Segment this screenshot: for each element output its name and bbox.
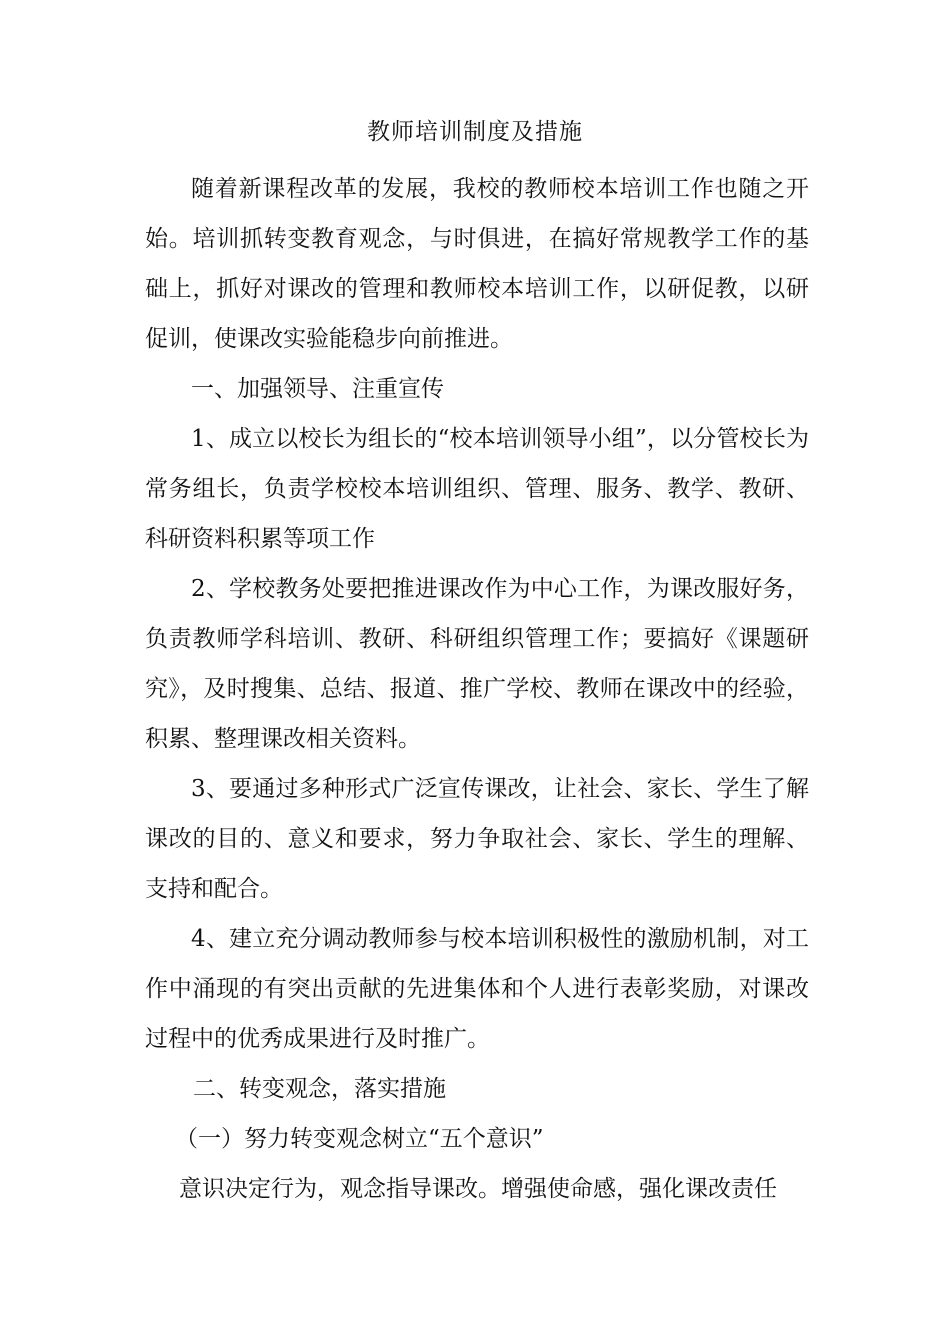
list-item-2: 2、学校教务处要把推进课改作为中心工作，为课改服好务，负责教师学科培训、教研、科研组织管理工作；要搞好《课题研究》，及时搜集、总结、报道、推广学校、教师在课改中的经验，积累、整理课改相关资料。 bbox=[145, 576, 809, 752]
section-heading-2: 二、转变观念，落实措施 bbox=[193, 1076, 446, 1102]
list-item-3: 3、要通过多种形式广泛宣传课改，让社会、家长、学生了解课改的目的、意义和要求，努力争取社会、家长、学生的理解、支持和配合。 bbox=[145, 776, 809, 902]
list-item-1: 1、成立以校长为组长的“校本培训领导小组”，以分管校长为常务组长，负责学校校本培训组织、管理、服务、教学、教研、科研资料积累等项工作 bbox=[145, 426, 809, 552]
paragraph-tail: 意识决定行为，观念指导课改。增强使命感，强化课改责任 bbox=[179, 1176, 777, 1202]
document-title: 教师培训制度及措施 bbox=[367, 119, 583, 145]
subsection-heading-1: （一）努力转变观念树立“五个意识” bbox=[175, 1126, 544, 1152]
section-heading-1: 一、加强领导、注重宣传 bbox=[191, 376, 444, 402]
list-item-4: 4、建立充分调动教师参与校本培训积极性的激励机制，对工作中涌现的有突出贡献的先进集体和个人进行表彰奖励，对课改过程中的优秀成果进行及时推广。 bbox=[145, 926, 809, 1052]
intro-paragraph: 随着新课程改革的发展，我校的教师校本培训工作也随之开始。培训抓转变教育观念，与时俱进，在搞好常规教学工作的基础上，抓好对课改的管理和教师校本培训工作，以研促教，以研促训，使课改实验能稳步向前推进。 bbox=[145, 176, 809, 352]
document-body bbox=[145, 164, 809, 1214]
